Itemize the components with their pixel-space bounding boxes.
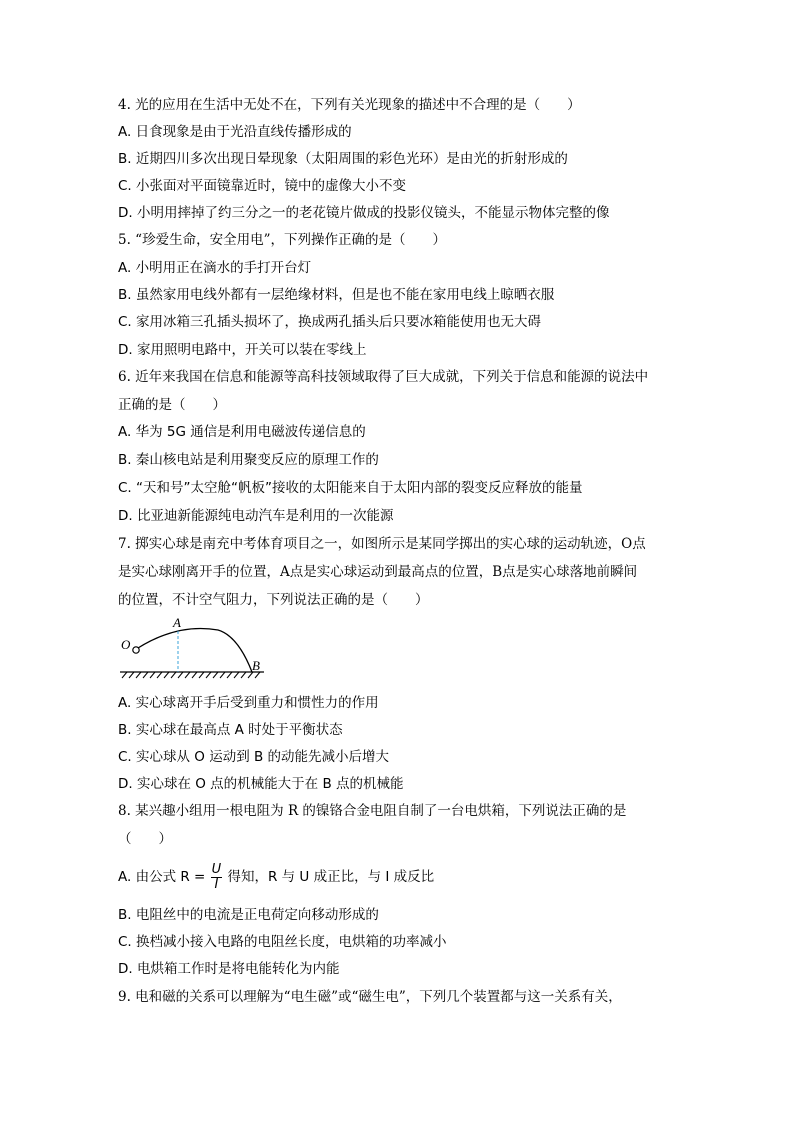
q5-option-d: D. 家用照明电路中，开关可以装在零线上 [118,342,367,358]
q5-stem: 5. “珍爱生命，安全用电”，下列操作正确的是（ ） [118,232,446,248]
q7-option-d: D. 实心球在 O 点的机械能大于在 B 点的机械能 [118,776,404,792]
q8-option-d: D. 电烘箱工作时是将电能转化为内能 [118,961,340,977]
q4-option-c: C. 小张面对平面镜靠近时，镜中的虚像大小不变 [118,178,407,194]
formula-denominator: I [214,876,219,892]
q7-option-c: C. 实心球从 O 运动到 B 的动能先减小后增大 [118,749,390,765]
q7-stem-line1: 7. 掷实心球是南充中考体育项目之一，如图所示是某同学掷出的实心球的运动轨迹，O点 [118,536,646,552]
q6-stem-line2: 正确的是（ ） [118,397,226,413]
q6-option-c: C. “天和号”太空舱“帆板”接收的太阳能来自于太阳内部的裂变反应释放的能量 [118,480,583,496]
q8-option-c: C. 换档减小接入电路的电阻丝长度，电烘箱的功率减小 [118,934,447,950]
label-o: O [121,637,131,652]
q8-stem-line1: 8. 某兴趣小组用一根电阻为 R 的镍铬合金电阻自制了一台电烘箱，下列说法正确的是 [118,803,627,819]
q7-stem-line2: 是实心球刚离开手的位置，A点是实心球运动到最高点的位置，B点是实心球落地前瞬间 [118,564,638,580]
q8-stem-line2: （ ） [118,831,172,847]
q5-option-b: B. 虽然家用电线外都有一层绝缘材料，但是也不能在家用电线上晾晒衣服 [118,287,555,303]
formula-numerator: U [211,861,222,877]
q5-option-c: C. 家用冰箱三孔插头损坏了，换成两孔插头后只要冰箱能使用也无大碍 [118,314,542,330]
q6-stem-line1: 6. 近年来我国在信息和能源等高科技领域取得了巨大成就，下列关于信息和能源的说法中 [118,369,649,385]
trajectory-curve [138,628,252,672]
ball-icon [133,647,139,653]
q7-stem-line3: 的位置，不计空气阻力，下列说法正确的是（ ） [118,592,429,608]
q6-option-b: B. 秦山核电站是利用聚变反应的原理工作的 [118,452,379,468]
q8-option-a-suffix: 得知，R 与 U 成正比，与 I 成反比 [227,869,435,885]
q4-stem: 4. 光的应用在生活中无处不在，下列有关光现象的描述中不合理的是（ ） [118,97,581,113]
trajectory-svg [118,618,278,686]
formula-fraction [211,863,223,892]
q8-option-b: B. 电阻丝中的电流是正电荷定向移动形成的 [118,907,379,923]
label-a: A [173,618,181,630]
q6-option-a: A. 华为 5G 通信是利用电磁波传递信息的 [118,424,366,440]
q5-option-a: A. 小明用正在滴水的手打开台灯 [118,260,312,276]
q8-option-a [118,860,434,894]
q4-option-b: B. 近期四川多次出现日晕现象（太阳周围的彩色光环）是由光的折射形成的 [118,151,568,167]
q4-option-d: D. 小明用摔掉了约三分之一的老花镜片做成的投影仪镜头，不能显示物体完整的像 [118,205,610,221]
q6-option-d: D. 比亚迪新能源纯电动汽车是利用的一次能源 [118,508,394,524]
q8-option-a-prefix: A. 由公式 R = [118,869,206,885]
q7-option-a: A. 实心球离开手后受到重力和惯性力的作用 [118,695,379,711]
ground-hatching [122,672,260,678]
q4-option-a: A. 日食现象是由于光沿直线传播形成的 [118,124,352,140]
trajectory-diagram [118,618,278,690]
label-b: B [252,658,260,673]
q9-stem-line1: 9. 电和磁的关系可以理解为“电生磁”或“磁生电”，下列几个装置都与这一关系有关， [118,989,622,1005]
q7-option-b: B. 实心球在最高点 A 时处于平衡状态 [118,722,343,738]
